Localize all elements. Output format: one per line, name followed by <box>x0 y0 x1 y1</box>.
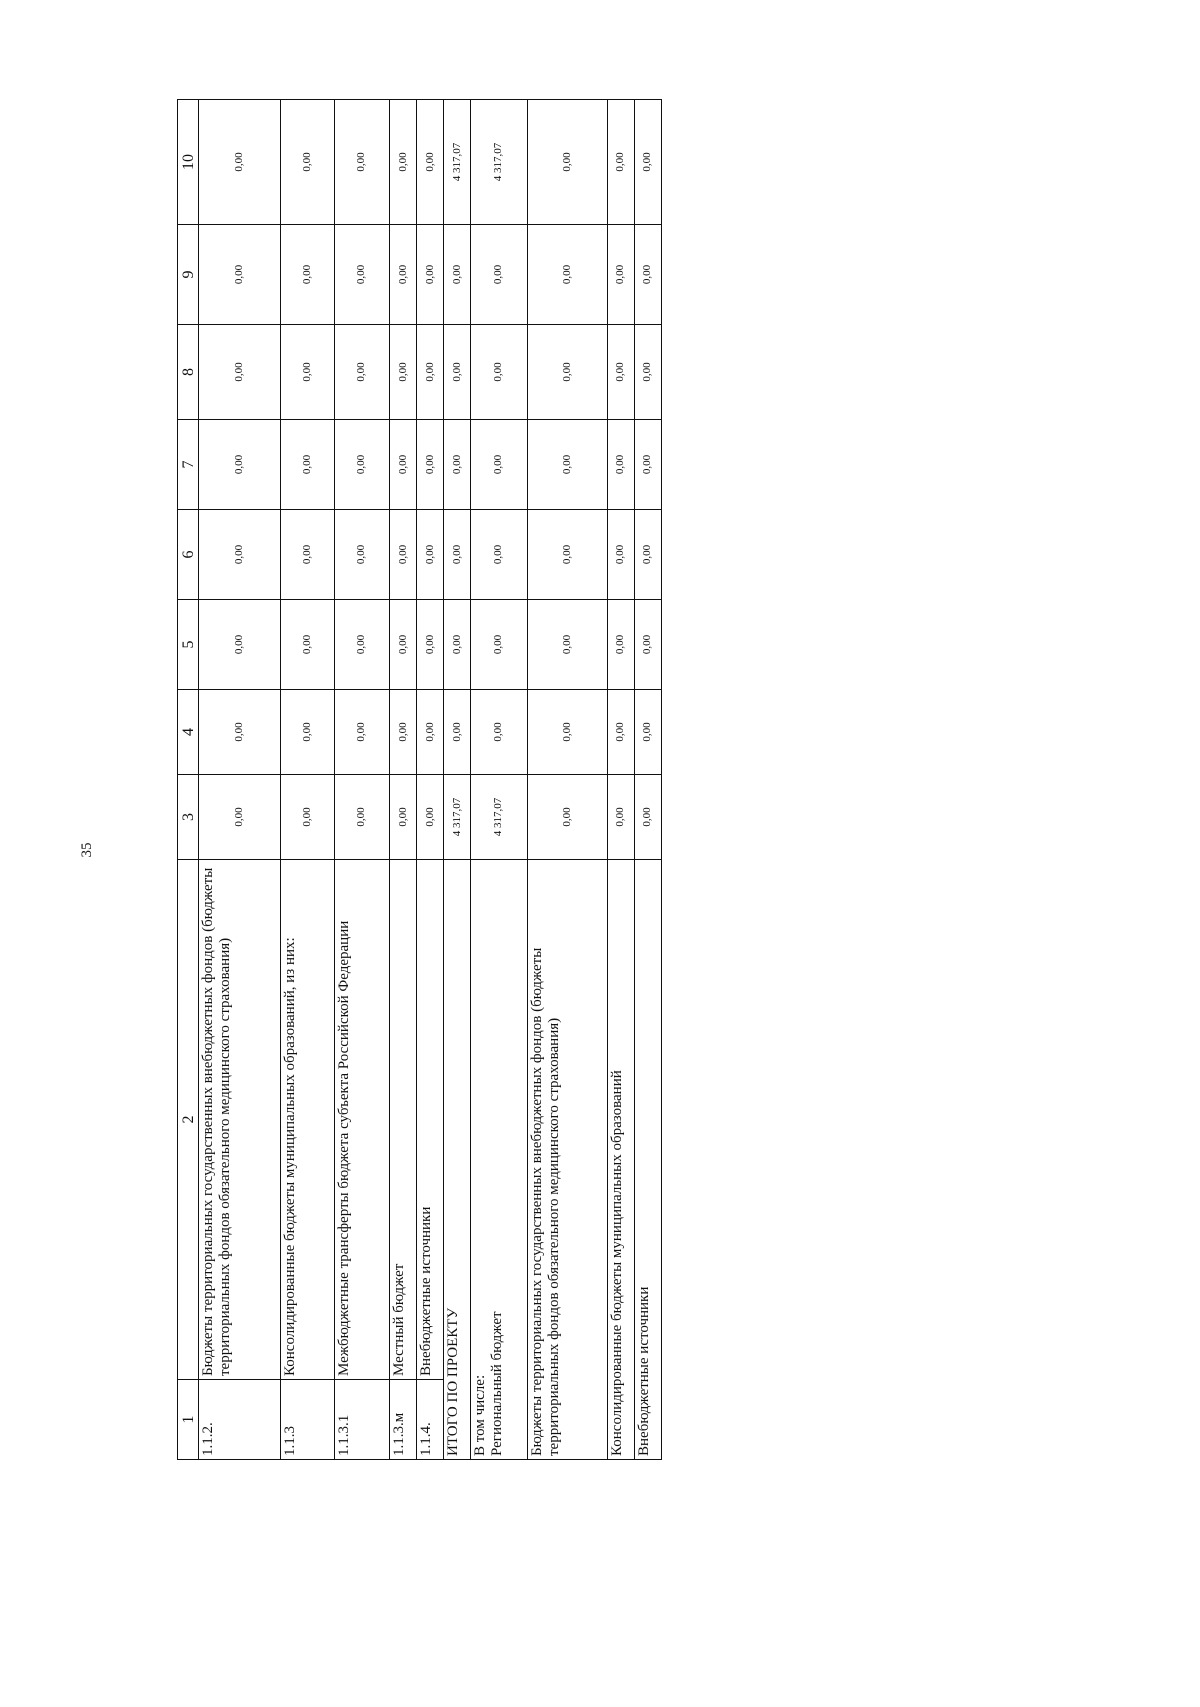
value-cell: 0,00 <box>607 690 634 775</box>
value-cell: 0,00 <box>280 690 334 775</box>
value-cell: 0,00 <box>280 775 334 860</box>
value-cell: 0,00 <box>634 100 661 225</box>
value-cell: 0,00 <box>471 420 527 510</box>
value-cell: 0,00 <box>471 325 527 420</box>
value-cell: 0,00 <box>607 100 634 225</box>
page-number: 35 <box>79 842 95 858</box>
value-cell: 0,00 <box>444 325 471 420</box>
value-cell: 0,00 <box>199 775 280 860</box>
value-cell: 0,00 <box>444 690 471 775</box>
column-header: 3 <box>178 775 199 860</box>
value-cell: 0,00 <box>634 600 661 690</box>
value-cell: 0,00 <box>634 775 661 860</box>
value-cell: 0,00 <box>280 420 334 510</box>
value-cell: 0,00 <box>390 775 417 860</box>
value-cell: 0,00 <box>199 100 280 225</box>
value-cell: 0,00 <box>417 420 444 510</box>
column-header: 7 <box>178 420 199 510</box>
value-cell: 0,00 <box>634 225 661 325</box>
row-code: 1.1.2. <box>199 1380 280 1460</box>
column-header: 8 <box>178 325 199 420</box>
value-cell: 0,00 <box>444 600 471 690</box>
table-row <box>199 100 280 1460</box>
breakdown-row <box>634 100 661 1460</box>
breakdown-label <box>471 860 527 1460</box>
value-cell: 0,00 <box>417 600 444 690</box>
value-cell: 0,00 <box>334 600 389 690</box>
value-cell: 0,00 <box>607 510 634 600</box>
value-cell: 0,00 <box>417 100 444 225</box>
column-header: 4 <box>178 690 199 775</box>
row-code: 1.1.4. <box>417 1380 444 1460</box>
value-cell: 0,00 <box>607 600 634 690</box>
value-cell: 0,00 <box>527 325 607 420</box>
value-cell: 0,00 <box>527 775 607 860</box>
value-cell: 0,00 <box>471 510 527 600</box>
header-row <box>178 100 199 1460</box>
value-cell: 0,00 <box>199 690 280 775</box>
value-cell: 0,00 <box>444 420 471 510</box>
value-cell: 0,00 <box>634 420 661 510</box>
value-cell: 0,00 <box>280 100 334 225</box>
row-code: 1.1.3 <box>280 1380 334 1460</box>
column-header: 1 <box>178 1380 199 1460</box>
value-cell: 0,00 <box>634 325 661 420</box>
value-cell: 0,00 <box>471 600 527 690</box>
row-code: 1.1.3.м <box>390 1380 417 1460</box>
value-cell: 0,00 <box>390 420 417 510</box>
value-cell: 0,00 <box>280 325 334 420</box>
breakdown-label: Бюджеты территориальных государственных внебюджетных фондов (бюджеты территориальных фондов обязательного медицинского страхования) <box>527 860 607 1460</box>
value-cell: 0,00 <box>527 600 607 690</box>
row-name: Внебюджетные источники <box>417 860 444 1380</box>
value-cell: 4 317,07 <box>444 100 471 225</box>
row-name: Консолидированные бюджеты муниципальных образований, из них: <box>280 860 334 1380</box>
value-cell: 0,00 <box>634 510 661 600</box>
value-cell: 0,00 <box>527 225 607 325</box>
value-cell: 0,00 <box>334 775 389 860</box>
value-cell: 0,00 <box>390 100 417 225</box>
value-cell: 4 317,07 <box>444 775 471 860</box>
value-cell: 0,00 <box>417 690 444 775</box>
value-cell: 0,00 <box>199 420 280 510</box>
value-cell: 0,00 <box>390 600 417 690</box>
value-cell: 0,00 <box>471 690 527 775</box>
value-cell: 0,00 <box>444 225 471 325</box>
value-cell: 0,00 <box>199 600 280 690</box>
value-cell: 0,00 <box>527 510 607 600</box>
breakdown-row <box>471 100 527 1460</box>
value-cell: 0,00 <box>334 325 389 420</box>
row-name: Бюджеты территориальных государственных внебюджетных фондов (бюджеты территориальных фондов обязательного медицинского страхования) <box>199 860 280 1380</box>
value-cell: 0,00 <box>417 325 444 420</box>
value-cell: 0,00 <box>280 225 334 325</box>
budget-table <box>177 99 662 1460</box>
total-label: ИТОГО ПО ПРОЕКТУ <box>444 860 471 1460</box>
value-cell: 0,00 <box>444 510 471 600</box>
value-cell: 0,00 <box>334 100 389 225</box>
value-cell: 0,00 <box>607 420 634 510</box>
value-cell: 0,00 <box>390 510 417 600</box>
breakdown-label: Консолидированные бюджеты муниципальных образований <box>607 860 634 1460</box>
value-cell: 0,00 <box>634 690 661 775</box>
value-cell: 0,00 <box>280 510 334 600</box>
breakdown-row <box>607 100 634 1460</box>
value-cell: 0,00 <box>334 225 389 325</box>
value-cell: 0,00 <box>471 225 527 325</box>
column-header: 10 <box>178 100 199 225</box>
row-name: Межбюджетные трансферты бюджета субъекта Российской Федерации <box>334 860 389 1380</box>
column-header: 6 <box>178 510 199 600</box>
column-header: 5 <box>178 600 199 690</box>
row-name: Местный бюджет <box>390 860 417 1380</box>
value-cell: 0,00 <box>527 100 607 225</box>
table-row <box>334 100 389 1460</box>
value-cell: 0,00 <box>334 420 389 510</box>
value-cell: 4 317,07 <box>471 775 527 860</box>
value-cell: 0,00 <box>390 325 417 420</box>
table-row <box>280 100 334 1460</box>
value-cell: 0,00 <box>280 600 334 690</box>
total-row <box>444 100 471 1460</box>
value-cell: 0,00 <box>417 225 444 325</box>
value-cell: 0,00 <box>417 775 444 860</box>
value-cell: 0,00 <box>334 690 389 775</box>
breakdown-row <box>527 100 607 1460</box>
column-header: 2 <box>178 860 199 1380</box>
breakdown-label: Внебюджетные источники <box>634 860 661 1460</box>
value-cell: 0,00 <box>607 325 634 420</box>
breakdown-label-line: Региональный бюджет <box>489 1311 506 1456</box>
table-row <box>417 100 444 1460</box>
breakdown-label-line: В том числе: <box>472 1374 489 1456</box>
value-cell: 0,00 <box>417 510 444 600</box>
rotated-table-container <box>177 100 662 1460</box>
value-cell: 0,00 <box>527 690 607 775</box>
value-cell: 0,00 <box>334 510 389 600</box>
value-cell: 0,00 <box>199 325 280 420</box>
row-code: 1.1.3.1 <box>334 1380 389 1460</box>
value-cell: 0,00 <box>607 225 634 325</box>
value-cell: 0,00 <box>199 225 280 325</box>
table-row <box>390 100 417 1460</box>
value-cell: 0,00 <box>607 775 634 860</box>
value-cell: 0,00 <box>390 225 417 325</box>
value-cell: 0,00 <box>199 510 280 600</box>
column-header: 9 <box>178 225 199 325</box>
value-cell: 0,00 <box>390 690 417 775</box>
value-cell: 0,00 <box>527 420 607 510</box>
value-cell: 4 317,07 <box>471 100 527 225</box>
